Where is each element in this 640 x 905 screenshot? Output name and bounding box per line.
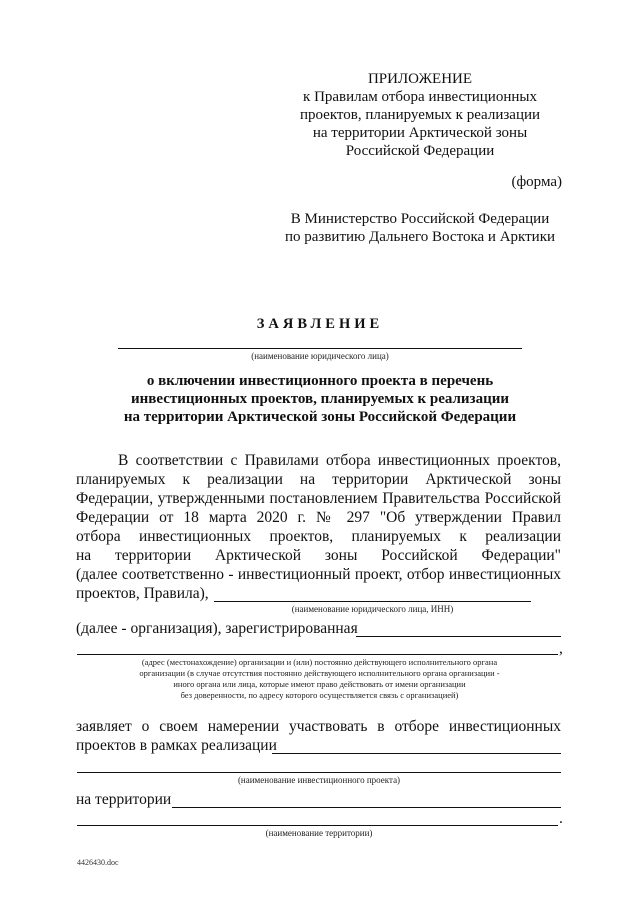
addressee-line: по развитию Дальнего Востока и Арктики (284, 229, 556, 245)
territory-line-1[interactable] (172, 807, 561, 808)
appendix-line: к Правилам отбора инвестиционных (303, 89, 537, 105)
body-line: проектов, Правила), (76, 585, 209, 602)
address-caption-line: иного органа или лица, которые имеют право действовать от имени организации (173, 679, 466, 689)
appendix-block (290, 70, 550, 160)
territory-caption: (наименование территории) (265, 828, 373, 838)
subject-block (80, 372, 560, 426)
legal-entity-inn-line[interactable] (214, 601, 531, 602)
address-comma: , (559, 640, 563, 657)
registered-address-line[interactable] (356, 636, 561, 637)
body-line: отбора инвестиционных проектов, планируемых к реализации (76, 528, 561, 545)
legal-entity-inn-caption: (наименование юридического лица, ИНН) (291, 604, 454, 614)
territory-text: на территории (76, 791, 172, 808)
address-caption-line: без доверенности, по адресу которого осуществляется связь с организацией) (180, 690, 459, 700)
addressee-line: В Министерство Российской Федерации (290, 211, 550, 227)
appendix-line: Российской Федерации (345, 143, 495, 159)
registered-text: (далее - организация), зарегистрированная (76, 620, 358, 637)
subject-line: о включении инвестиционного проекта в перечень (146, 373, 494, 389)
body-line: на территории Арктической зоны Российской Федерации" (76, 547, 561, 564)
subject-line: на территории Арктической зоны Российской Федерации (123, 409, 517, 425)
project-name-caption: (наименование инвестиционного проекта) (237, 775, 401, 785)
form-label: (форма) (511, 174, 562, 190)
body-line: В соответствии с Правилами отбора инвестиционных проектов, (118, 452, 561, 469)
addressee-block (270, 210, 570, 246)
address-line[interactable] (77, 654, 558, 655)
body-line: заявляет о своем намерении участвовать в отборе инвестиционных (76, 718, 561, 735)
territory-line-2[interactable] (77, 825, 558, 826)
legal-entity-line[interactable] (118, 348, 522, 349)
body-line: проектов в рамках реализации (76, 737, 277, 754)
appendix-line: проектов, планируемых к реализации (299, 107, 541, 123)
legal-entity-caption: (наименование юридического лица) (251, 351, 389, 361)
territory-period: . (559, 810, 563, 827)
project-name-line-2[interactable] (77, 772, 561, 773)
address-caption-line: организации (в случае отсутствия постоянно действующего исполнительного органа организации - (139, 668, 500, 678)
body-line: Федерации, утвержденными постановлением Правительства Российской (76, 490, 561, 507)
body-line: (далее соответственно - инвестиционный проект, отбор инвестиционных (76, 566, 561, 583)
body-line: Федерации от 18 марта 2020 г. № 297 "Об утверждении Правил (76, 509, 561, 526)
address-caption (78, 657, 561, 701)
appendix-title: ПРИЛОЖЕНИЕ (367, 71, 473, 87)
subject-line: инвестиционных проектов, планируемых к реализации (130, 391, 509, 407)
appendix-line: на территории Арктической зоны (312, 125, 528, 141)
body-line: планируемых к реализации на территории Арктической зоны (76, 471, 561, 488)
document-title: ЗАЯВЛЕНИЕ (256, 316, 384, 332)
project-name-line-1[interactable] (272, 753, 561, 754)
address-caption-line: (адрес (местонахождение) организации и (или) постоянно действующего исполнительного органа (141, 657, 498, 667)
footer-filename: 4426430.doc (77, 858, 119, 867)
